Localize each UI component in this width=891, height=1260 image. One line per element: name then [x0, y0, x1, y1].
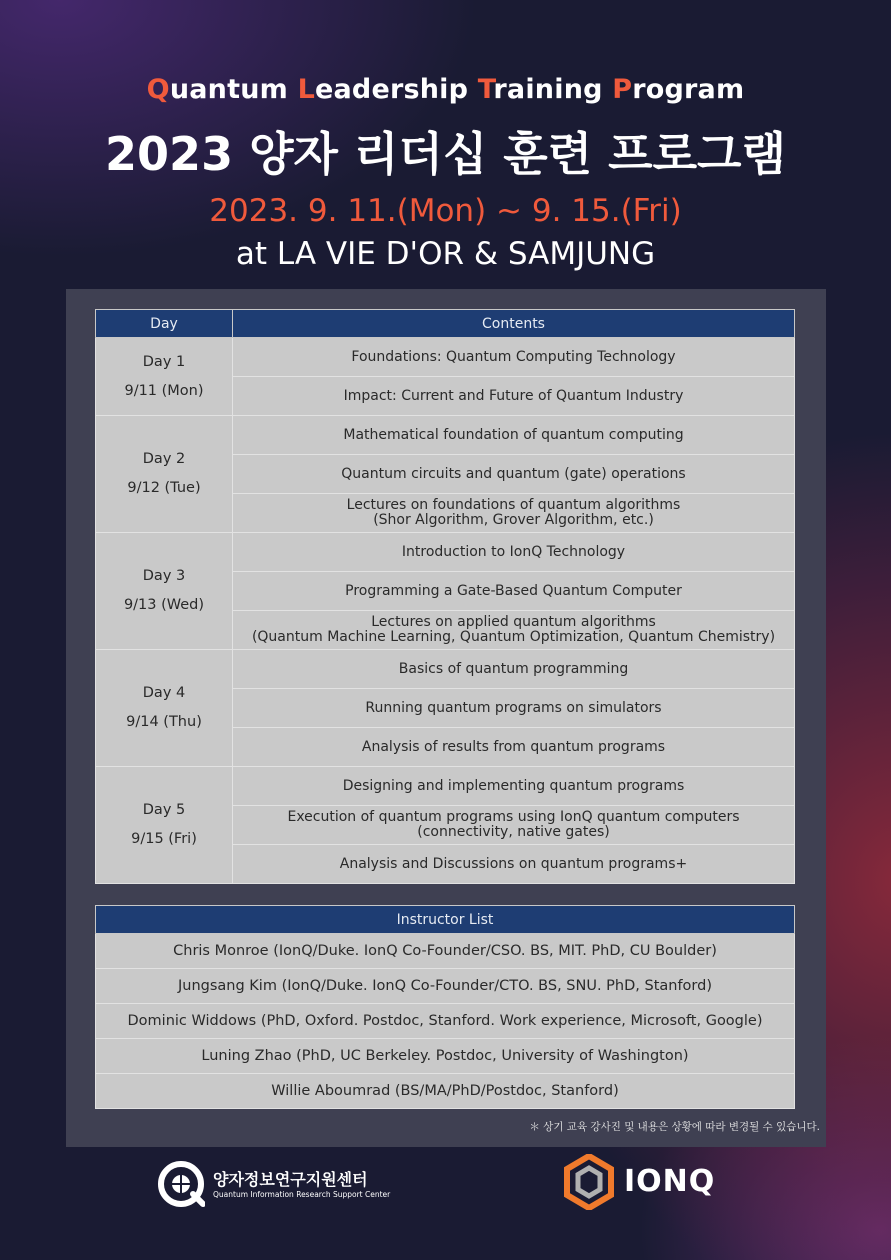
day-cell: [96, 767, 233, 884]
program-subtitle: [0, 74, 891, 105]
day-date: 9/12 (Tue): [127, 480, 201, 496]
instructor-name: Willie Aboumrad (BS/MA/PhD/Postdoc, Stanford): [96, 1074, 795, 1109]
schedule-table: [95, 309, 795, 884]
day-cell: [96, 416, 233, 533]
day-label: Day 1: [142, 353, 186, 370]
schedule-row: [96, 338, 795, 377]
schedule-row: [96, 767, 795, 806]
instructor-row: [96, 934, 795, 969]
session-topic: Introduction to IonQ Technology: [233, 533, 795, 572]
session-topic: Mathematical foundation of quantum computing: [233, 416, 795, 455]
session-topic: Execution of quantum programs using IonQ quantum computers (connectivity, native gates): [233, 806, 795, 845]
session-topic: Basics of quantum programming: [233, 650, 795, 689]
program-title: 2023 양자 리더십 훈련 프로그램: [105, 127, 786, 181]
subtitle-initial: Q: [146, 74, 170, 105]
subtitle-word: rogram: [632, 74, 745, 105]
day-label: Day 5: [142, 802, 186, 818]
session-topic: Quantum circuits and quantum (gate) operations: [233, 455, 795, 494]
session-topic: Running quantum programs on simulators: [233, 689, 795, 728]
day-date: 9/15 (Fri): [131, 831, 197, 847]
schedule-row: [96, 533, 795, 572]
quantum-q-logo-icon: [157, 1160, 205, 1208]
research-center-logo: [157, 1160, 397, 1208]
day-label: Day 3: [142, 568, 186, 584]
instructor-table: [95, 905, 795, 1109]
day-label: Day 2: [142, 451, 186, 467]
day-cell: [96, 533, 233, 650]
subtitle-initial: P: [612, 74, 633, 105]
instructor-body: [96, 934, 795, 1109]
instructor-name: Luning Zhao (PhD, UC Berkeley. Postdoc, University of Washington): [96, 1039, 795, 1074]
session-topic: Analysis and Discussions on quantum programs+: [233, 845, 795, 884]
day-cell: [96, 650, 233, 767]
instructor-row: [96, 1039, 795, 1074]
subtitle-initial: L: [297, 74, 315, 105]
research-center-english-name: Quantum Information Research Support Center: [213, 1190, 391, 1199]
schedule-row: [96, 650, 795, 689]
session-topic: Lectures on foundations of quantum algorithms (Shor Algorithm, Grover Algorithm, etc.): [233, 494, 795, 533]
instructor-row: [96, 969, 795, 1004]
instructor-list-header: Instructor List: [96, 906, 795, 934]
day-label: Day 4: [142, 685, 186, 701]
day-date: 9/14 (Thu): [126, 714, 202, 730]
day-column-header: Day: [96, 310, 233, 338]
instructor-row: [96, 1074, 795, 1109]
schedule-body: [96, 338, 795, 884]
ionq-brand-name: IONQ: [624, 1164, 716, 1199]
day-date: 9/11 (Mon): [124, 382, 204, 399]
research-center-korean-name: 양자정보연구지원센터: [213, 1170, 368, 1189]
session-topic: Impact: Current and Future of Quantum Industry: [233, 377, 795, 416]
contents-column-header: Contents: [233, 310, 795, 338]
subtitle-word: raining: [493, 74, 603, 105]
ionq-hexagon-icon: [564, 1154, 614, 1210]
subtitle-word: uantum: [169, 74, 288, 105]
program-dates: 2023. 9. 11.(Mon) ~ 9. 15.(Fri): [209, 193, 682, 229]
schedule-panel: [66, 289, 826, 1147]
subtitle-word: eadership: [314, 74, 469, 105]
session-topic: Designing and implementing quantum programs: [233, 767, 795, 806]
session-topic: Analysis of results from quantum programs: [233, 728, 795, 767]
subtitle-initial: T: [477, 74, 494, 105]
instructor-name: Dominic Widdows (PhD, Oxford. Postdoc, Stanford. Work experience, Microsoft, Google): [96, 1004, 795, 1039]
day-cell: [96, 338, 233, 416]
program-venue: at LA VIE D'OR & SAMJUNG: [235, 236, 656, 272]
session-topic: Lectures on applied quantum algorithms (Quantum Machine Learning, Quantum Optimization, Quantum Chemistry): [233, 611, 795, 650]
change-notice: ＊ 상기 교육 강사진 및 내용은 상황에 따라 변경될 수 있습니다.: [529, 1121, 820, 1133]
session-topic: Foundations: Quantum Computing Technology: [233, 338, 795, 377]
ionq-logo: [564, 1154, 734, 1210]
instructor-name: Jungsang Kim (IonQ/Duke. IonQ Co-Founder/CTO. BS, SNU. PhD, Stanford): [96, 969, 795, 1004]
day-date: 9/13 (Wed): [123, 597, 205, 613]
schedule-row: [96, 416, 795, 455]
instructor-name: Chris Monroe (IonQ/Duke. IonQ Co-Founder/CSO. BS, MIT. PhD, CU Boulder): [96, 934, 795, 969]
session-topic: Programming a Gate-Based Quantum Computer: [233, 572, 795, 611]
instructor-row: [96, 1004, 795, 1039]
